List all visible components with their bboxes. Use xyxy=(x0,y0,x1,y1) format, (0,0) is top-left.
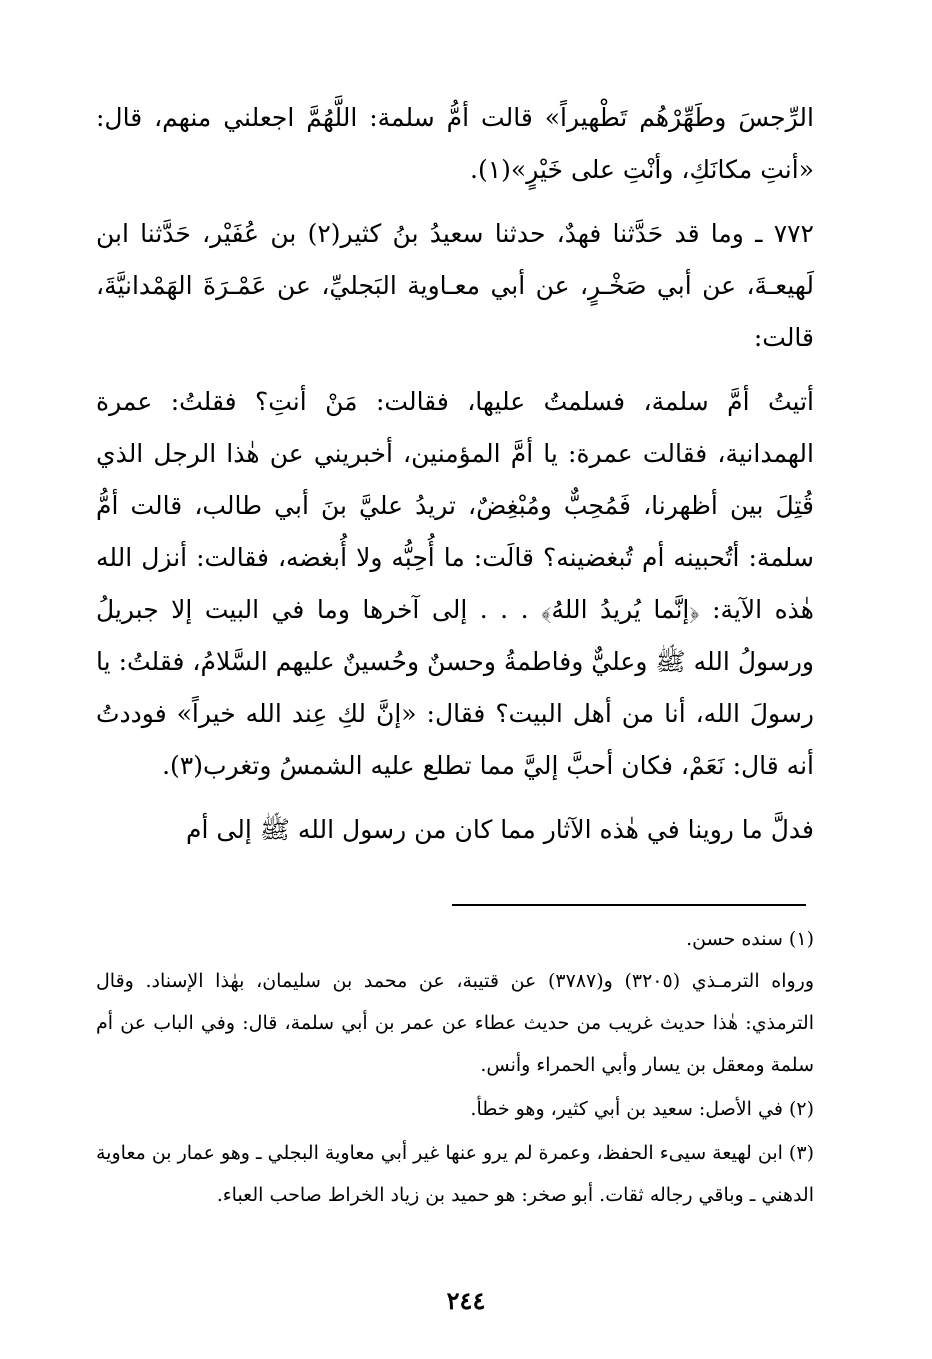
footnote-1: (١) سنده حسن. xyxy=(686,928,814,950)
footnotes xyxy=(96,918,814,1216)
paragraph-continuation: الرِّجسَ وطَهِّرْهُم تَطْهيراً» قالت أمُّ سلمة: اللَّهُمَّ اجعلني منهم، قال: «أنتِ مكانَكِ، وأنْتِ على خَيْرٍ»(١). xyxy=(96,103,814,184)
paragraph-hadith-772: ٧٧٢ ـ وما قد حَدَّثنا فهدٌ، حدثنا سعيدُ بنُ كثير(٢) بن عُفَيْر، حَدَّثنا ابن لَهيعـةَ، عن أبي صَخْـرٍ، عن أبي معـاوية البَجليِّ، عن عَمْـرَةَ الهَمْدانيَّةَ، قالت: xyxy=(96,219,814,352)
footnote-2: (٢) في الأصل: سعيد بن أبي كثير، وهو خطأ. xyxy=(470,1098,814,1120)
paragraph-conclusion: فدلَّ ما روينا في هٰذه الآثار مما كان من رسول الله ﷺ إلى أم xyxy=(186,815,814,844)
footnote-separator xyxy=(452,904,806,906)
main-text xyxy=(96,92,814,868)
paragraph-narration: أتيتُ أمَّ سلمة، فسلمتُ عليها، فقالت: مَنْ أنتِ؟ فقلتُ: عمرة الهمدانية، فقالت عمرة: يا أمَّ المؤمنين، أخبريني عن هٰذا الرجل الذي قُتِلَ بين أظهرنا، فَمُحِبٌّ ومُبْغِضٌ، تريدُ عليَّ بنَ أبي طالب، قالت أمُّ سلمة: أتُحبينه أم تُبغضينه؟ قالَت: ما أُحِبُّه ولا أُبغضه، فقالت: أنزل الله هٰذه الآية: ﴿إنَّما يُريدُ اللهُ﴾ . . . إلى آخرها وما في البيت إلا جبريلُ ورسولُ الله ﷺ وعليٌّ وفاطمةُ وحسنٌ وحُسينٌ عليهم السَّلامُ، فقلتُ: يا رسولَ الله، أنا من أهل البيت؟ فقال: «إنَّ لكِ عِند الله خيراً» فوددتُ أنه قال: نَعَمْ، فكان أحبَّ إليَّ مما تطلع عليه الشمسُ وتغرب(٣). xyxy=(96,387,814,780)
footnote-3: (٣) ابن لهيعة سيىء الحفظ، وعمرة لم يرو عنها غير أبي معاوية البجلي ـ وهو عمار بن معاوية الدهني ـ وباقي رجاله ثقات. أبو صخر: هو حميد بن زياد الخراط صاحب العباء. xyxy=(96,1142,814,1206)
page-number: ٢٤٤ xyxy=(446,1286,486,1315)
footnote-1-continued: ورواه الترمـذي (٣٢٠٥) و(٣٧٨٧) عن قتيبة، عن محمد بن سليمان، بهٰذا الإسناد. وقال الترمذي: هٰذا حديث غريب من حديث عطاء عن عمر بن أبي سلمة، قال: وفي الباب عن أم سلمة ومعقل بن يسار وأبي الحمراء وأنس. xyxy=(96,970,814,1076)
